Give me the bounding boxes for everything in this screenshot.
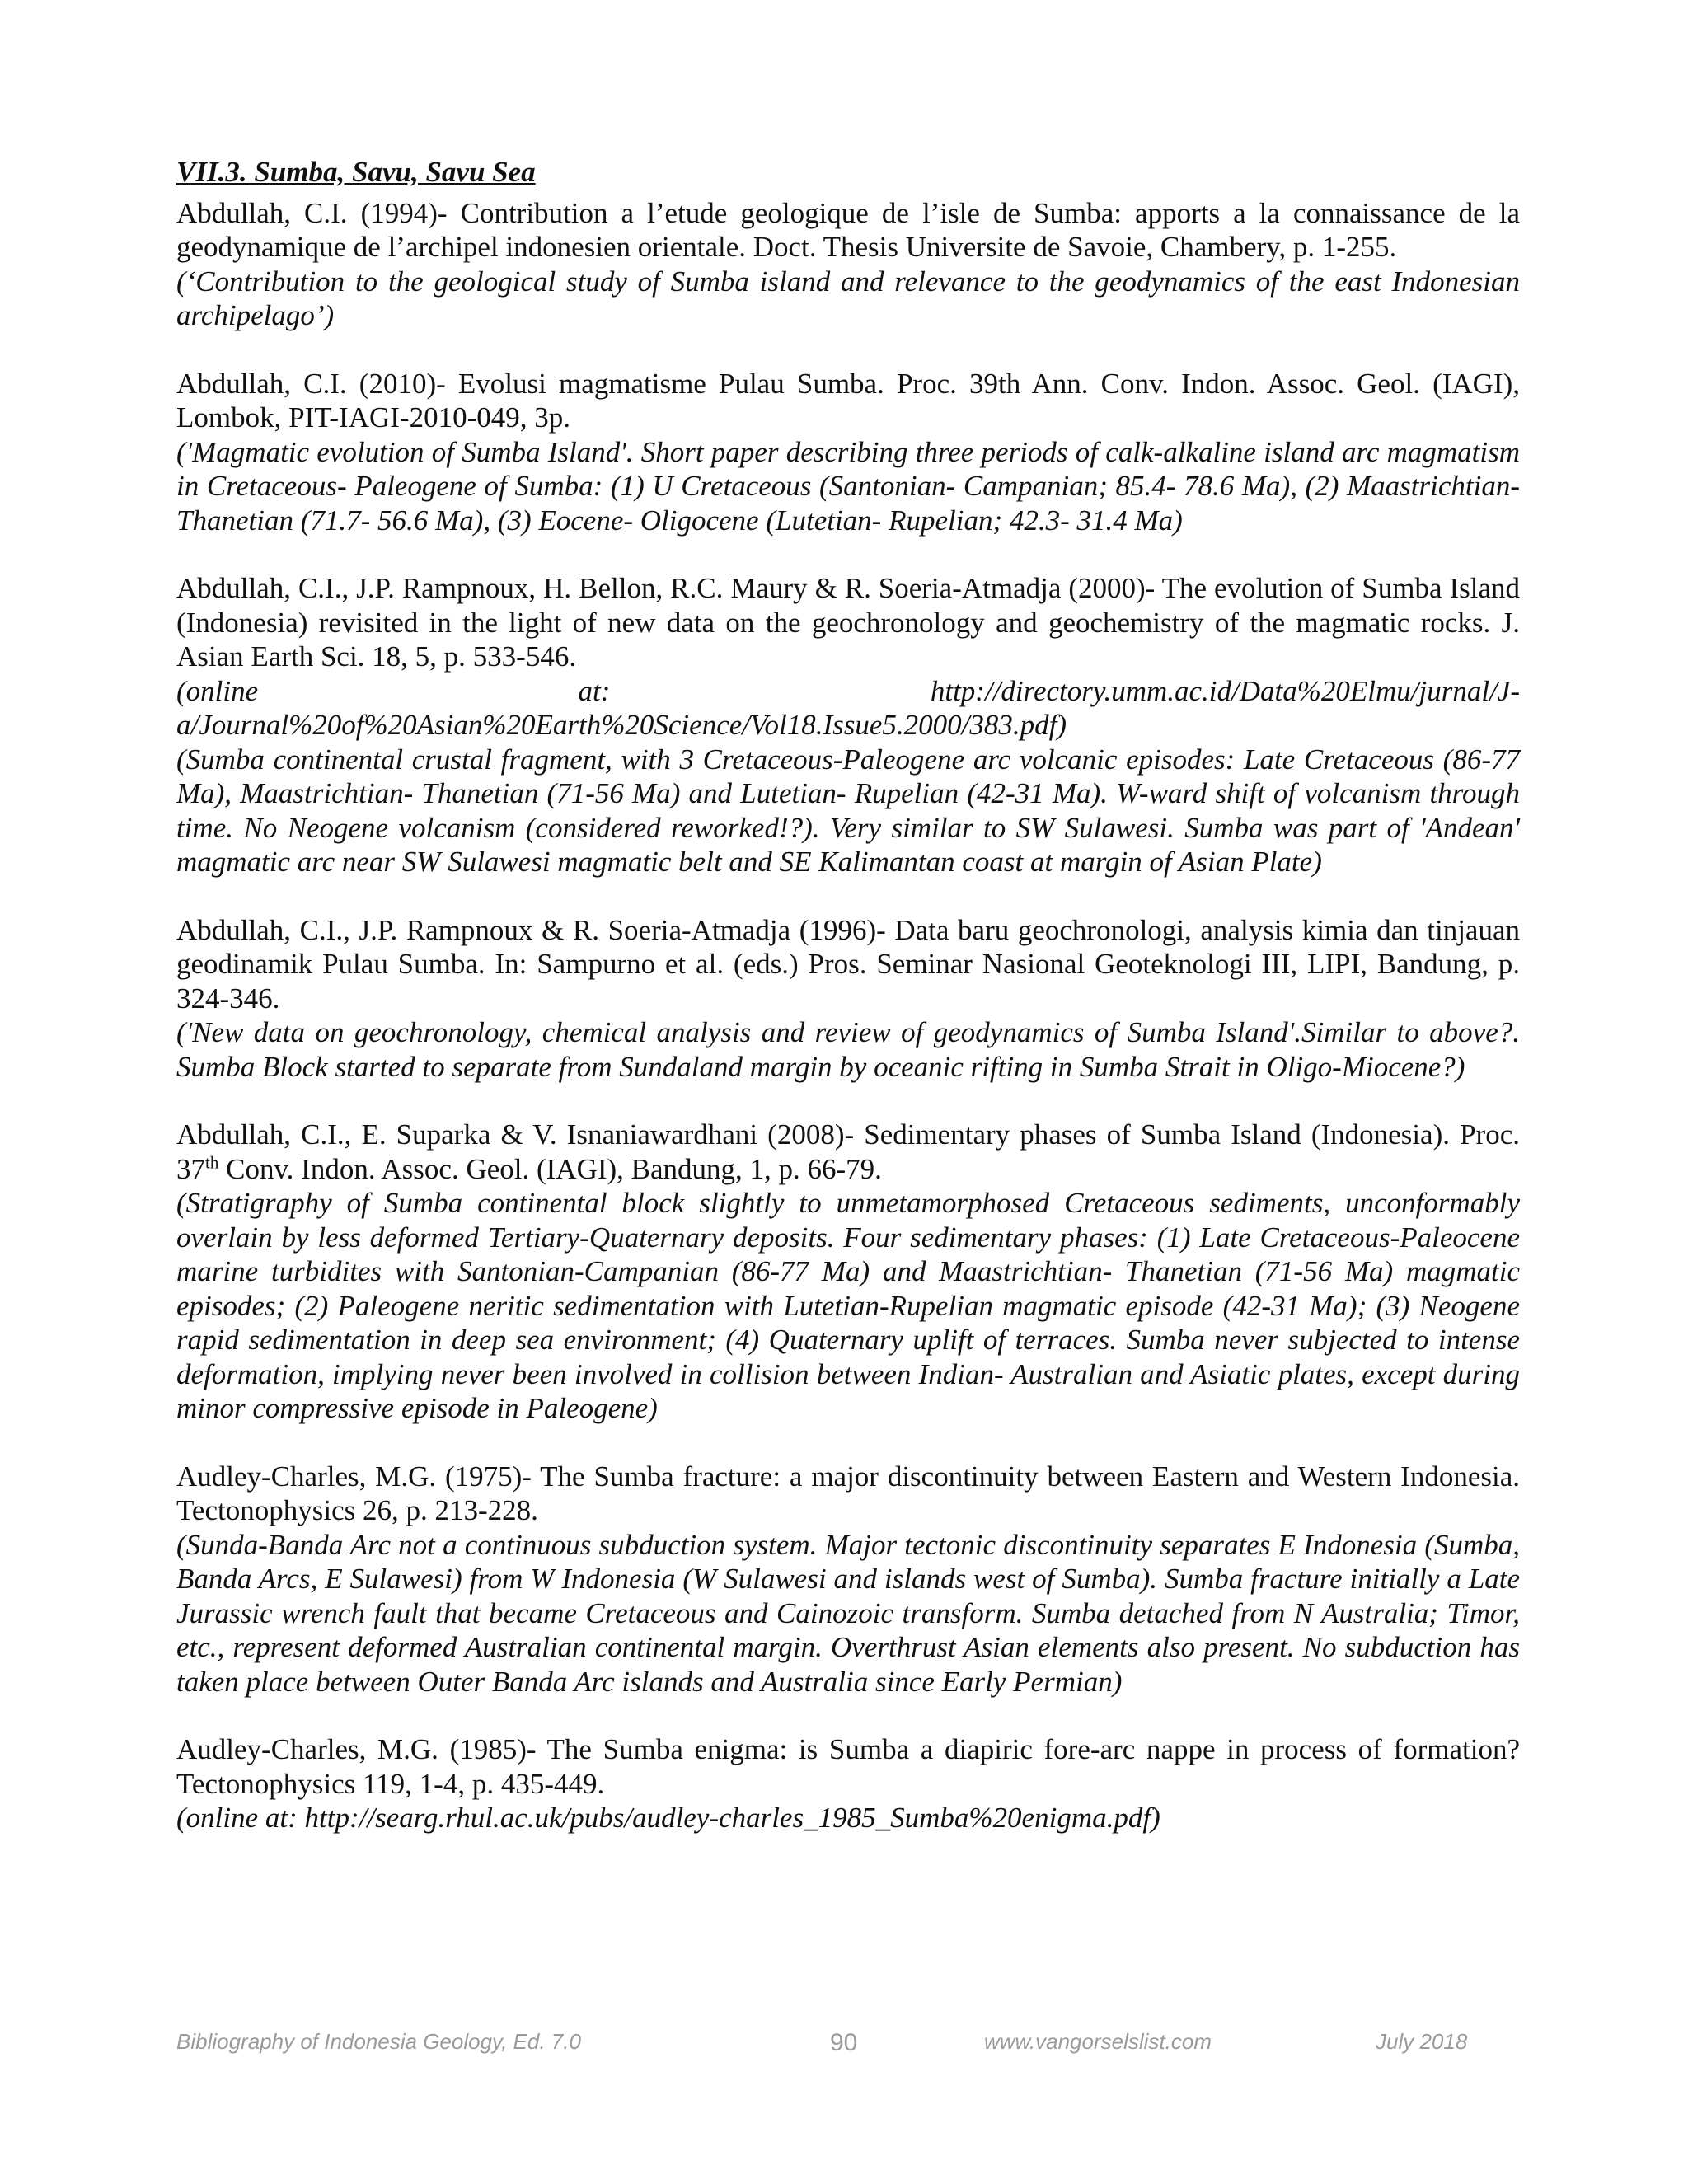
entry-citation: Abdullah, C.I. (2010)- Evolusi magmatisme Pulau Sumba. Proc. 39th Ann. Conv. Indon. Assoc. Geol. (IAGI), Lombok, PIT-IAGI-2010-049, 3p. [176,367,1520,434]
entry-citation: Abdullah, C.I. (1994)- Contribution a l’etude geologique de l’isle de Sumba: apports a la connaissance de la geodynamique de l’archipel indonesien orientale. Doct. Thesis Universite de Savoie, Chambery, p. 1-255. [176,196,1520,263]
entry-citation: Audley-Charles, M.G. (1985)- The Sumba enigma: is Sumba a diapiric fore-arc nappe in process of formation? Tectonophysics 119, 1-4, p. 435-449. [176,1733,1520,1800]
entry-note: ('New data on geochronology, chemical analysis and review of geodynamics of Sumba Island'.Similar to above?. Sumba Block started to separate from Sundaland margin by oceanic rifting in Sumba Strait in Oligo-Miocene?) [176,1016,1520,1083]
entry-citation [176,1118,1520,1186]
entry-note: ('Magmatic evolution of Sumba Island'. Short paper describing three periods of calk-alkaline island arc magmatism in Cretaceous- Paleogene of Sumba: (1) U Cretaceous (Santonian- Campanian; 85.4- 78.6 Ma), (2) Maastrichtian- Thanetian (71.7- 56.6 Ma), (3) Eocene- Oligocene (Lutetian- Rupelian; 42.3- 31.4 Ma) [176,435,1520,537]
online-url-part2[interactable]: a/Journal%20of%20Asian%20Earth%20Science/Vol18.Issue5.2000/383.pdf) [176,709,1067,741]
entry-citation: Audley-Charles, M.G. (1975)- The Sumba fracture: a major discontinuity between Eastern and Western Indonesia. Tectonophysics 26, p. 213-228. [176,1460,1520,1526]
document-body [176,155,1520,1869]
entry-note: (Sunda-Banda Arc not a continuous subduction system. Major tectonic discontinuity separates E Indonesia (Sumba, Banda Arcs, E Sulawesi) from W Indonesia (W Sulawesi and islands west of Sumba). Sumba fracture initially a Late Jurassic wrench fault that became Cretaceous and Cainozoic transform. Sumba detached from N Australia; Timor, etc., represent deformed Australian continental margin. Overthrust Asian elements also present. No subduction has taken place between Outer Banda Arc islands and Australia since Early Permian) [176,1528,1520,1698]
bibliography-entry [176,913,1520,1085]
bibliography-entry [176,1460,1520,1699]
footer-title: Bibliography of Indonesia Geology, Ed. 7.0 [176,2029,581,2054]
page-number: 90 [830,2029,858,2056]
footer-date: July 2018 [1376,2029,1468,2054]
online-label: (online [176,674,259,707]
entry-note[interactable]: (online at: http://searg.rhul.ac.uk/pubs/audley-charles_1985_Sumba%20enigma.pdf) [176,1802,1160,1834]
bibliography-entry [176,1118,1520,1426]
bibliography-entry [176,1732,1520,1835]
citation-text-b: Conv. Indon. Assoc. Geol. (IAGI), Bandung, 1, p. 66-79. [218,1152,882,1185]
bibliography-entry [176,571,1520,879]
entry-note: (‘Contribution to the geological study of Sumba island and relevance to the geodynamics of the east Indonesian archipelago’) [176,265,1520,331]
entry-citation: Abdullah, C.I., J.P. Rampnoux, H. Bellon, R.C. Maury & R. Soeria-Atmadja (2000)- The evolution of Sumba Island (Indonesia) revisited in the light of new data on the geochronology and geochemistry of the magmatic rocks. J. Asian Earth Sci. 18, 5, p. 533-546. [176,572,1520,673]
online-link-line [176,674,1520,709]
entry-citation: Abdullah, C.I., J.P. Rampnoux & R. Soeria-Atmadja (1996)- Data baru geochronologi, analysis kimia dan tinjauan geodinamik Pulau Sumba. In: Sampurno et al. (eds.) Pros. Seminar Nasional Geoteknologi III, LIPI, Bandung, p. 324-346. [176,913,1520,1015]
online-url-part1[interactable]: http://directory.umm.ac.id/Data%20Elmu/jurnal/J- [930,674,1520,707]
ordinal-suffix: th [205,1151,219,1172]
entry-note: (Sumba continental crustal fragment, with 3 Cretaceous-Paleogene arc volcanic episodes: Late Cretaceous (86-77 Ma), Maastrichtian- Thanetian (71-56 Ma) and Lutetian- Rupelian (42-31 Ma). W-ward shift of volcanism through time. No Neogene volcanism (considered reworked!?). Very similar to SW Sulawesi. Sumba was part of 'Andean' magmatic arc near SW Sulawesi magmatic belt and SE Kalimantan coast at margin of Asian Plate) [176,743,1520,878]
online-at-label: at: [578,674,611,707]
footer-website[interactable]: www.vangorselslist.com [984,2029,1212,2054]
bibliography-entry [176,196,1520,333]
citation-text-a: Abdullah, C.I., E. Suparka & V. Isnaniawardhani (2008)- Sedimentary phases of Sumba Island (Indonesia). Proc. 37 [176,1118,1520,1185]
page-footer [176,2029,1520,2062]
bibliography-entry [176,367,1520,538]
section-heading: VII.3. Sumba, Savu, Savu Sea [176,156,536,188]
entry-note: (Stratigraphy of Sumba continental block slightly to unmetamorphosed Cretaceous sediments, unconformably overlain by less deformed Tertiary-Quaternary deposits. Four sedimentary phases: (1) Late Cretaceous-Paleocene marine turbidites with Santonian-Campanian (86-77 Ma) and Maastrichtian- Thanetian (71-56 Ma) magmatic episodes; (2) Paleogene neritic sedimentation with Lutetian-Rupelian magmatic episode (42-31 Ma); (3) Neogene rapid sedimentation in deep sea environment; (4) Quaternary uplift of terraces. Sumba never subjected to intense deformation, implying never been involved in collision between Indian- Australian and Asiatic plates, except during minor compressive episode in Paleogene) [176,1187,1520,1424]
